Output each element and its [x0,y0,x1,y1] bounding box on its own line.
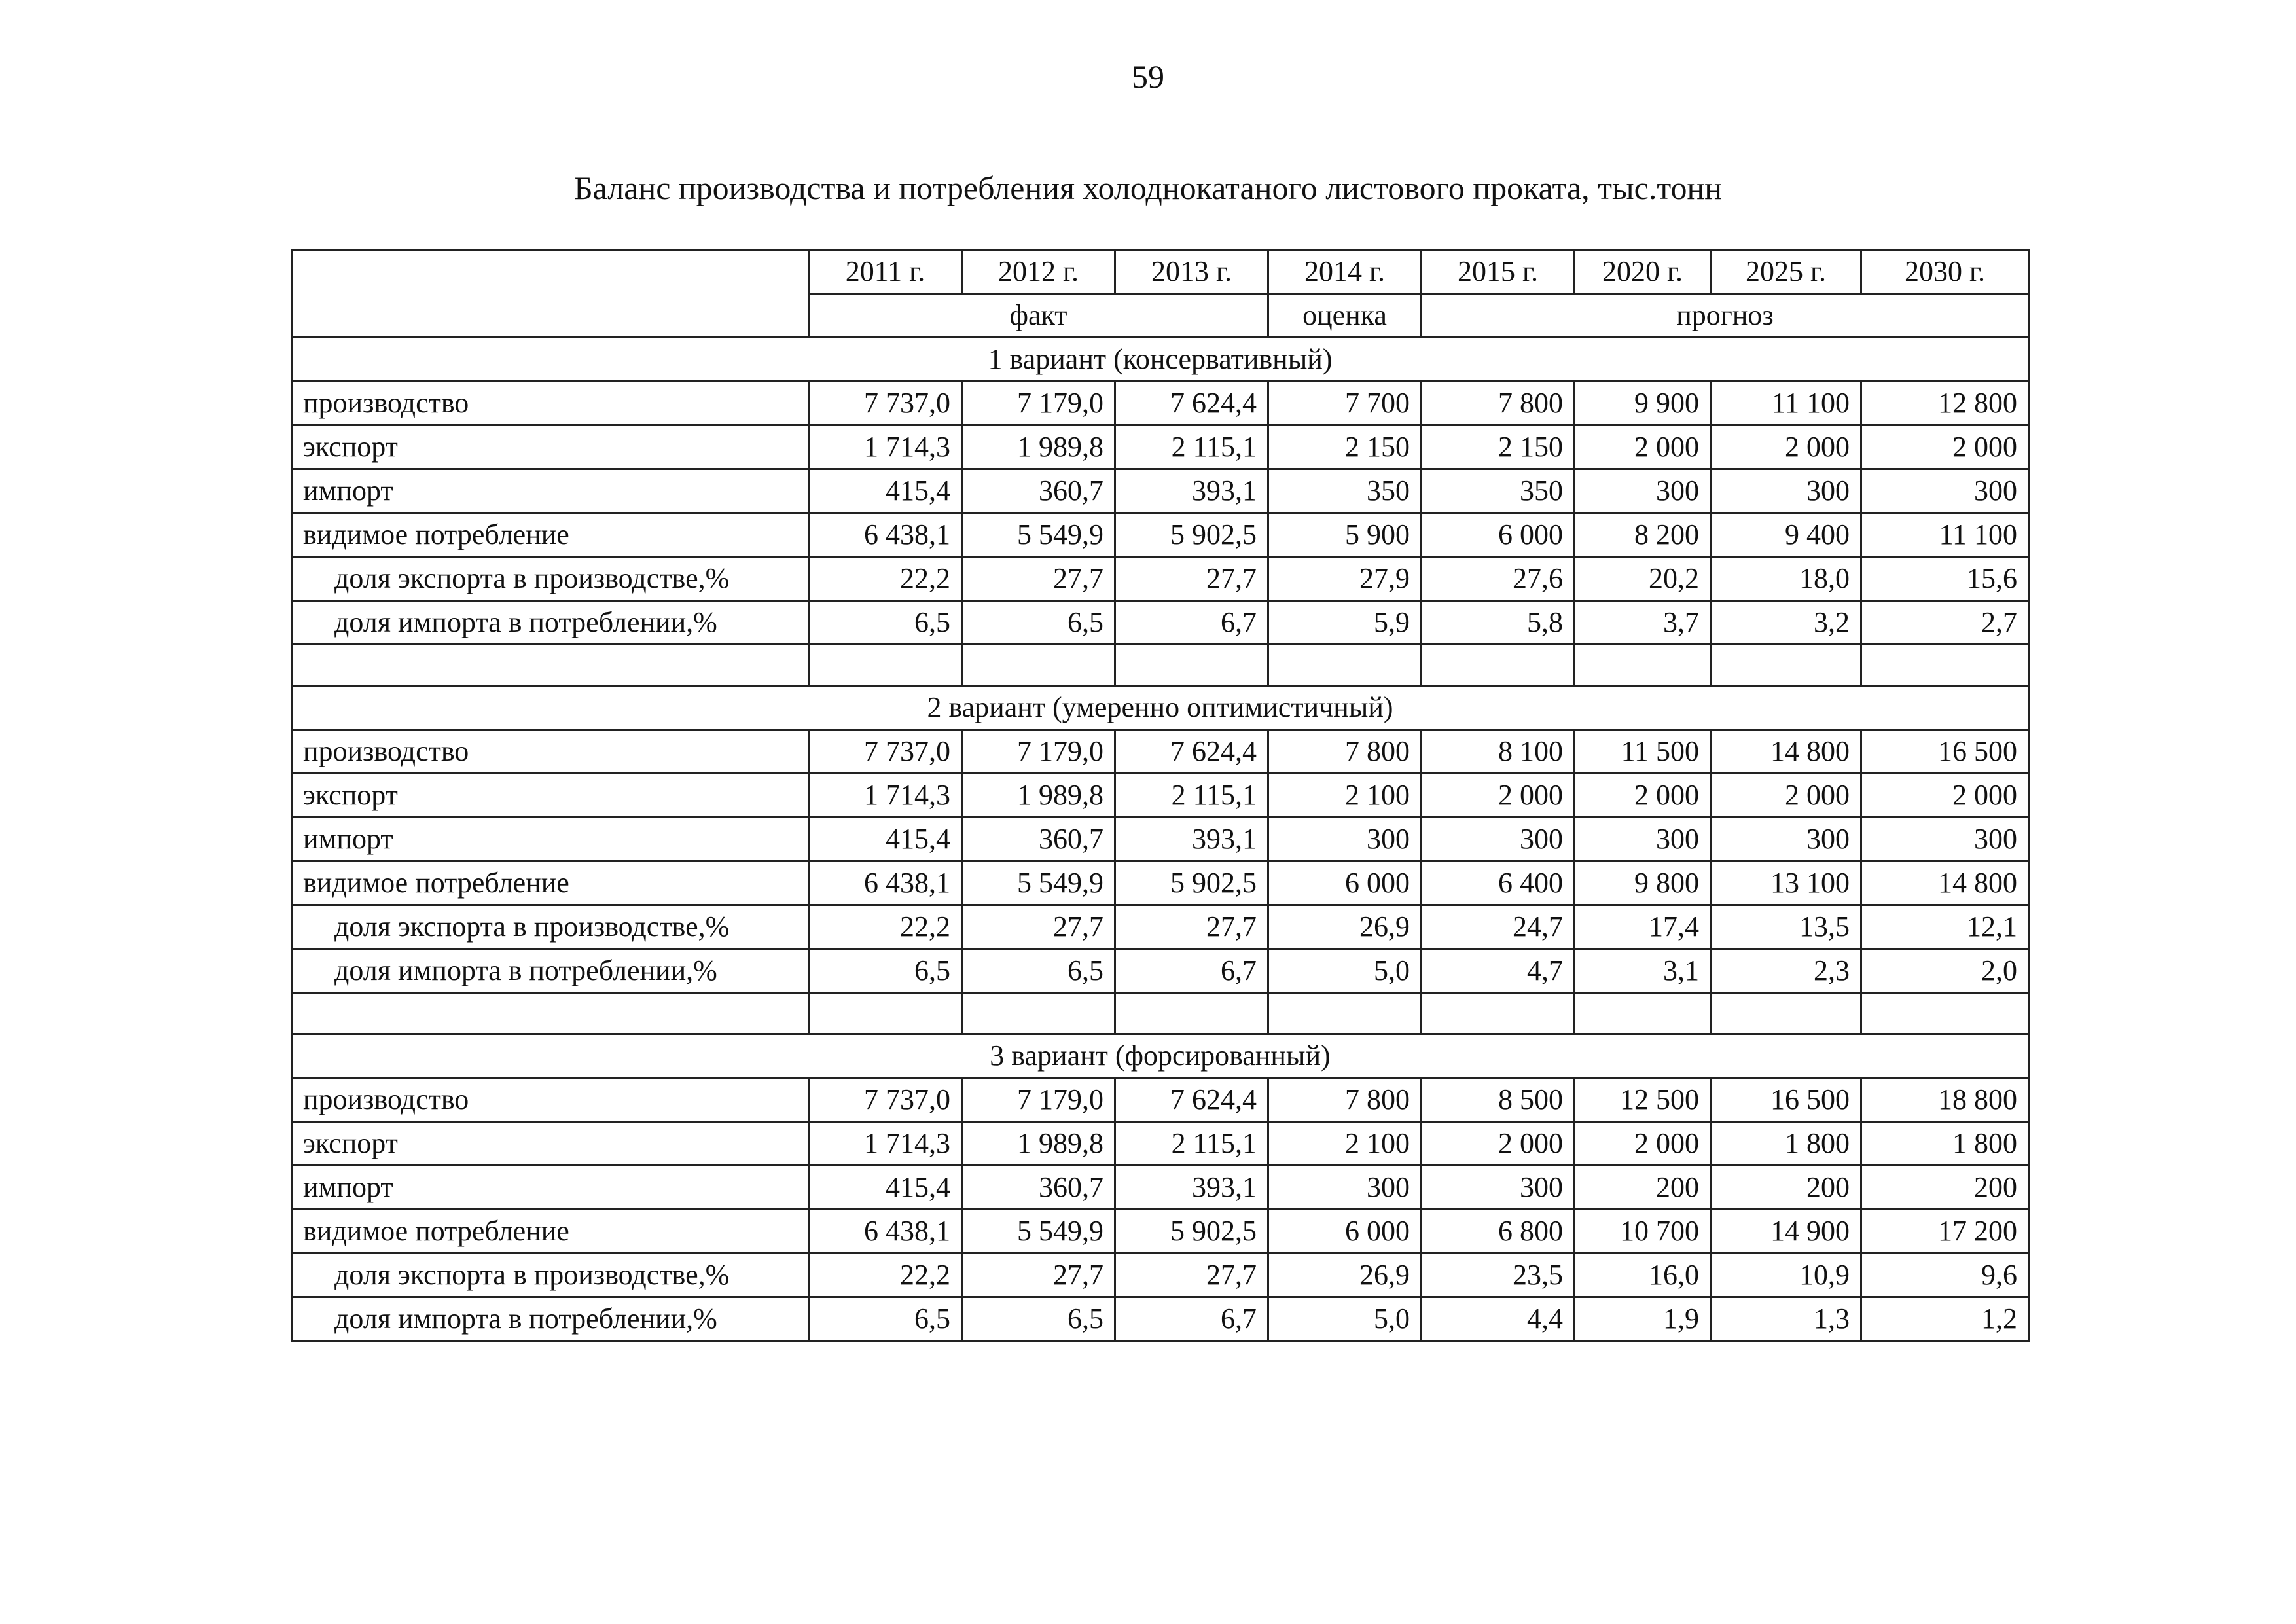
year-header: 2014 г. [1268,250,1422,294]
value-cell: 6,7 [1115,1297,1268,1341]
empty-cell [1711,645,1861,686]
value-cell: 6 000 [1422,513,1575,557]
value-cell: 5,0 [1268,1297,1422,1341]
year-header: 2020 г. [1575,250,1711,294]
empty-cell [962,645,1115,686]
value-cell: 27,6 [1422,557,1575,601]
page-number: 59 [1132,58,1164,95]
value-cell: 22,2 [809,1254,962,1297]
row-label: доля экспорта в производстве,% [292,1254,809,1297]
value-cell: 7 737,0 [809,382,962,425]
value-cell: 20,2 [1575,557,1711,601]
value-cell: 22,2 [809,557,962,601]
value-cell: 16 500 [1711,1078,1861,1122]
value-cell: 10 700 [1575,1210,1711,1254]
value-cell: 7 624,4 [1115,1078,1268,1122]
value-cell: 9 800 [1575,861,1711,905]
value-cell: 2 000 [1711,774,1861,818]
empty-cell [809,645,962,686]
value-cell: 2,0 [1861,949,2029,993]
row-label: производство [292,730,809,774]
empty-cell [1711,993,1861,1034]
value-cell: 11 100 [1711,382,1861,425]
empty-cell [1575,645,1711,686]
value-cell: 300 [1711,818,1861,861]
year-header: 2012 г. [962,250,1115,294]
value-cell: 360,7 [962,818,1115,861]
value-cell: 6,5 [809,1297,962,1341]
value-cell: 1 714,3 [809,425,962,469]
row-label: доля экспорта в производстве,% [292,905,809,949]
table-row [292,905,2029,949]
value-cell: 9,6 [1861,1254,2029,1297]
value-cell: 350 [1422,469,1575,513]
variant-title: 2 вариант (умеренно оптимистичный) [292,686,2029,730]
value-cell: 13 100 [1711,861,1861,905]
value-cell: 2 000 [1711,425,1861,469]
empty-cell [1861,645,2029,686]
table-row [292,513,2029,557]
value-cell: 7 700 [1268,382,1422,425]
value-cell: 2 000 [1575,425,1711,469]
value-cell: 415,4 [809,469,962,513]
variant-title: 1 вариант (консервативный) [292,338,2029,382]
value-cell: 350 [1268,469,1422,513]
value-cell: 17,4 [1575,905,1711,949]
value-cell: 1,2 [1861,1297,2029,1341]
value-cell: 2 000 [1422,774,1575,818]
table-body [292,250,2029,1341]
value-cell: 2 115,1 [1115,1122,1268,1166]
value-cell: 27,7 [962,905,1115,949]
value-cell: 2,3 [1711,949,1861,993]
value-cell: 7 624,4 [1115,730,1268,774]
row-label: экспорт [292,774,809,818]
row-label: доля импорта в потреблении,% [292,1297,809,1341]
value-cell: 15,6 [1861,557,2029,601]
value-cell: 1 989,8 [962,425,1115,469]
value-cell: 6 438,1 [809,1210,962,1254]
value-cell: 8 200 [1575,513,1711,557]
year-header: 2011 г. [809,250,962,294]
value-cell: 3,1 [1575,949,1711,993]
value-cell: 22,2 [809,905,962,949]
value-cell: 7 179,0 [962,1078,1115,1122]
table-title: Баланс производства и потребления холоднокатаного листового проката, тыс.тонн [573,170,1723,206]
value-cell: 13,5 [1711,905,1861,949]
value-cell: 2 000 [1422,1122,1575,1166]
value-cell: 415,4 [809,1166,962,1210]
row-label: доля импорта в потреблении,% [292,949,809,993]
value-cell: 6 000 [1268,861,1422,905]
year-header: 2025 г. [1711,250,1861,294]
value-cell: 300 [1575,818,1711,861]
value-cell: 1 714,3 [809,774,962,818]
value-cell: 1 714,3 [809,1122,962,1166]
period-forecast-header: прогноз [1422,294,2029,338]
value-cell: 300 [1711,469,1861,513]
table-row [292,382,2029,425]
value-cell: 200 [1711,1166,1861,1210]
value-cell: 1 800 [1861,1122,2029,1166]
value-cell: 2 115,1 [1115,425,1268,469]
value-cell: 6,5 [809,949,962,993]
value-cell: 1,3 [1711,1297,1861,1341]
value-cell: 6 438,1 [809,861,962,905]
value-cell: 5 902,5 [1115,513,1268,557]
variant-header-row [292,686,2029,730]
value-cell: 27,7 [962,1254,1115,1297]
empty-cell [1422,993,1575,1034]
value-cell: 393,1 [1115,469,1268,513]
row-label: экспорт [292,1122,809,1166]
value-cell: 6,5 [809,601,962,645]
year-header: 2030 г. [1861,250,2029,294]
value-cell: 16 500 [1861,730,2029,774]
empty-cell [1115,993,1268,1034]
value-cell: 12 500 [1575,1078,1711,1122]
row-label: видимое потребление [292,1210,809,1254]
value-cell: 16,0 [1575,1254,1711,1297]
value-cell: 14 900 [1711,1210,1861,1254]
value-cell: 5 549,9 [962,513,1115,557]
value-cell: 2 000 [1861,774,2029,818]
table-row [292,1297,2029,1341]
row-label: доля экспорта в производстве,% [292,557,809,601]
value-cell: 2 100 [1268,1122,1422,1166]
value-cell: 27,7 [1115,1254,1268,1297]
value-cell: 6 800 [1422,1210,1575,1254]
value-cell: 5,9 [1268,601,1422,645]
value-cell: 7 179,0 [962,382,1115,425]
empty-cell [962,993,1115,1034]
table-row [292,1254,2029,1297]
empty-cell [1268,993,1422,1034]
value-cell: 200 [1575,1166,1711,1210]
value-cell: 1,9 [1575,1297,1711,1341]
value-cell: 5 902,5 [1115,1210,1268,1254]
value-cell: 5 549,9 [962,861,1115,905]
value-cell: 4,4 [1422,1297,1575,1341]
value-cell: 2 150 [1422,425,1575,469]
table-row [292,949,2029,993]
header-row-years [292,250,2029,294]
value-cell: 6 000 [1268,1210,1422,1254]
row-label: импорт [292,469,809,513]
value-cell: 6,7 [1115,601,1268,645]
row-label: производство [292,382,809,425]
value-cell: 2,7 [1861,601,2029,645]
value-cell: 5 549,9 [962,1210,1115,1254]
value-cell: 8 100 [1422,730,1575,774]
table-row [292,1166,2029,1210]
value-cell: 300 [1422,818,1575,861]
value-cell: 6 400 [1422,861,1575,905]
value-cell: 7 800 [1268,730,1422,774]
empty-cell [809,993,962,1034]
empty-cell [1422,645,1575,686]
row-label: производство [292,1078,809,1122]
value-cell: 12,1 [1861,905,2029,949]
row-label: видимое потребление [292,861,809,905]
value-cell: 7 179,0 [962,730,1115,774]
row-label: видимое потребление [292,513,809,557]
value-cell: 14 800 [1861,861,2029,905]
value-cell: 18 800 [1861,1078,2029,1122]
value-cell: 18,0 [1711,557,1861,601]
value-cell: 300 [1861,818,2029,861]
value-cell: 27,7 [1115,905,1268,949]
row-label: импорт [292,818,809,861]
value-cell: 3,2 [1711,601,1861,645]
value-cell: 6,5 [962,1297,1115,1341]
value-cell: 2 000 [1861,425,2029,469]
value-cell: 300 [1575,469,1711,513]
value-cell: 27,9 [1268,557,1422,601]
value-cell: 5 900 [1268,513,1422,557]
row-label: экспорт [292,425,809,469]
value-cell: 6,5 [962,949,1115,993]
value-cell: 300 [1268,818,1422,861]
value-cell: 6 438,1 [809,513,962,557]
balance-table [291,249,2030,1342]
value-cell: 2 115,1 [1115,774,1268,818]
value-cell: 5,8 [1422,601,1575,645]
value-cell: 1 989,8 [962,774,1115,818]
value-cell: 393,1 [1115,818,1268,861]
value-cell: 12 800 [1861,382,2029,425]
variant-header-row [292,1034,2029,1078]
empty-cell [1861,993,2029,1034]
value-cell: 10,9 [1711,1254,1861,1297]
table-row [292,1210,2029,1254]
empty-cell [292,645,809,686]
value-cell: 300 [1422,1166,1575,1210]
value-cell: 2 100 [1268,774,1422,818]
row-label: доля импорта в потреблении,% [292,601,809,645]
table-row [292,1078,2029,1122]
value-cell: 26,9 [1268,1254,1422,1297]
value-cell: 2 150 [1268,425,1422,469]
value-cell: 1 989,8 [962,1122,1115,1166]
value-cell: 8 500 [1422,1078,1575,1122]
value-cell: 300 [1861,469,2029,513]
table-row [292,818,2029,861]
variant-header-row [292,338,2029,382]
value-cell: 5 902,5 [1115,861,1268,905]
table-row [292,774,2029,818]
year-header: 2015 г. [1422,250,1575,294]
value-cell: 300 [1268,1166,1422,1210]
value-cell: 11 500 [1575,730,1711,774]
value-cell: 9 900 [1575,382,1711,425]
table-row [292,557,2029,601]
value-cell: 2 000 [1575,1122,1711,1166]
value-cell: 7 800 [1422,382,1575,425]
value-cell: 5,0 [1268,949,1422,993]
table-row [292,601,2029,645]
value-cell: 415,4 [809,818,962,861]
year-header: 2013 г. [1115,250,1268,294]
table-row [292,861,2029,905]
value-cell: 7 624,4 [1115,382,1268,425]
value-cell: 17 200 [1861,1210,2029,1254]
value-cell: 6,5 [962,601,1115,645]
value-cell: 23,5 [1422,1254,1575,1297]
value-cell: 200 [1861,1166,2029,1210]
header-corner-cell [292,250,809,338]
table-row [292,730,2029,774]
empty-cell [1575,993,1711,1034]
row-label: импорт [292,1166,809,1210]
table-row [292,469,2029,513]
value-cell: 24,7 [1422,905,1575,949]
value-cell: 7 737,0 [809,730,962,774]
empty-cell [1268,645,1422,686]
value-cell: 393,1 [1115,1166,1268,1210]
value-cell: 1 800 [1711,1122,1861,1166]
period-fact-header: факт [809,294,1268,338]
variant-title: 3 вариант (форсированный) [292,1034,2029,1078]
empty-cell [292,993,809,1034]
value-cell: 26,9 [1268,905,1422,949]
value-cell: 2 000 [1575,774,1711,818]
empty-cell [1115,645,1268,686]
value-cell: 4,7 [1422,949,1575,993]
period-estimate-header: оценка [1268,294,1422,338]
value-cell: 6,7 [1115,949,1268,993]
value-cell: 14 800 [1711,730,1861,774]
value-cell: 27,7 [1115,557,1268,601]
value-cell: 7 800 [1268,1078,1422,1122]
table-row [292,1122,2029,1166]
value-cell: 27,7 [962,557,1115,601]
value-cell: 360,7 [962,1166,1115,1210]
value-cell: 7 737,0 [809,1078,962,1122]
table-row [292,425,2029,469]
value-cell: 3,7 [1575,601,1711,645]
spacer-row [292,993,2029,1034]
spacer-row [292,645,2029,686]
value-cell: 360,7 [962,469,1115,513]
value-cell: 9 400 [1711,513,1861,557]
value-cell: 11 100 [1861,513,2029,557]
